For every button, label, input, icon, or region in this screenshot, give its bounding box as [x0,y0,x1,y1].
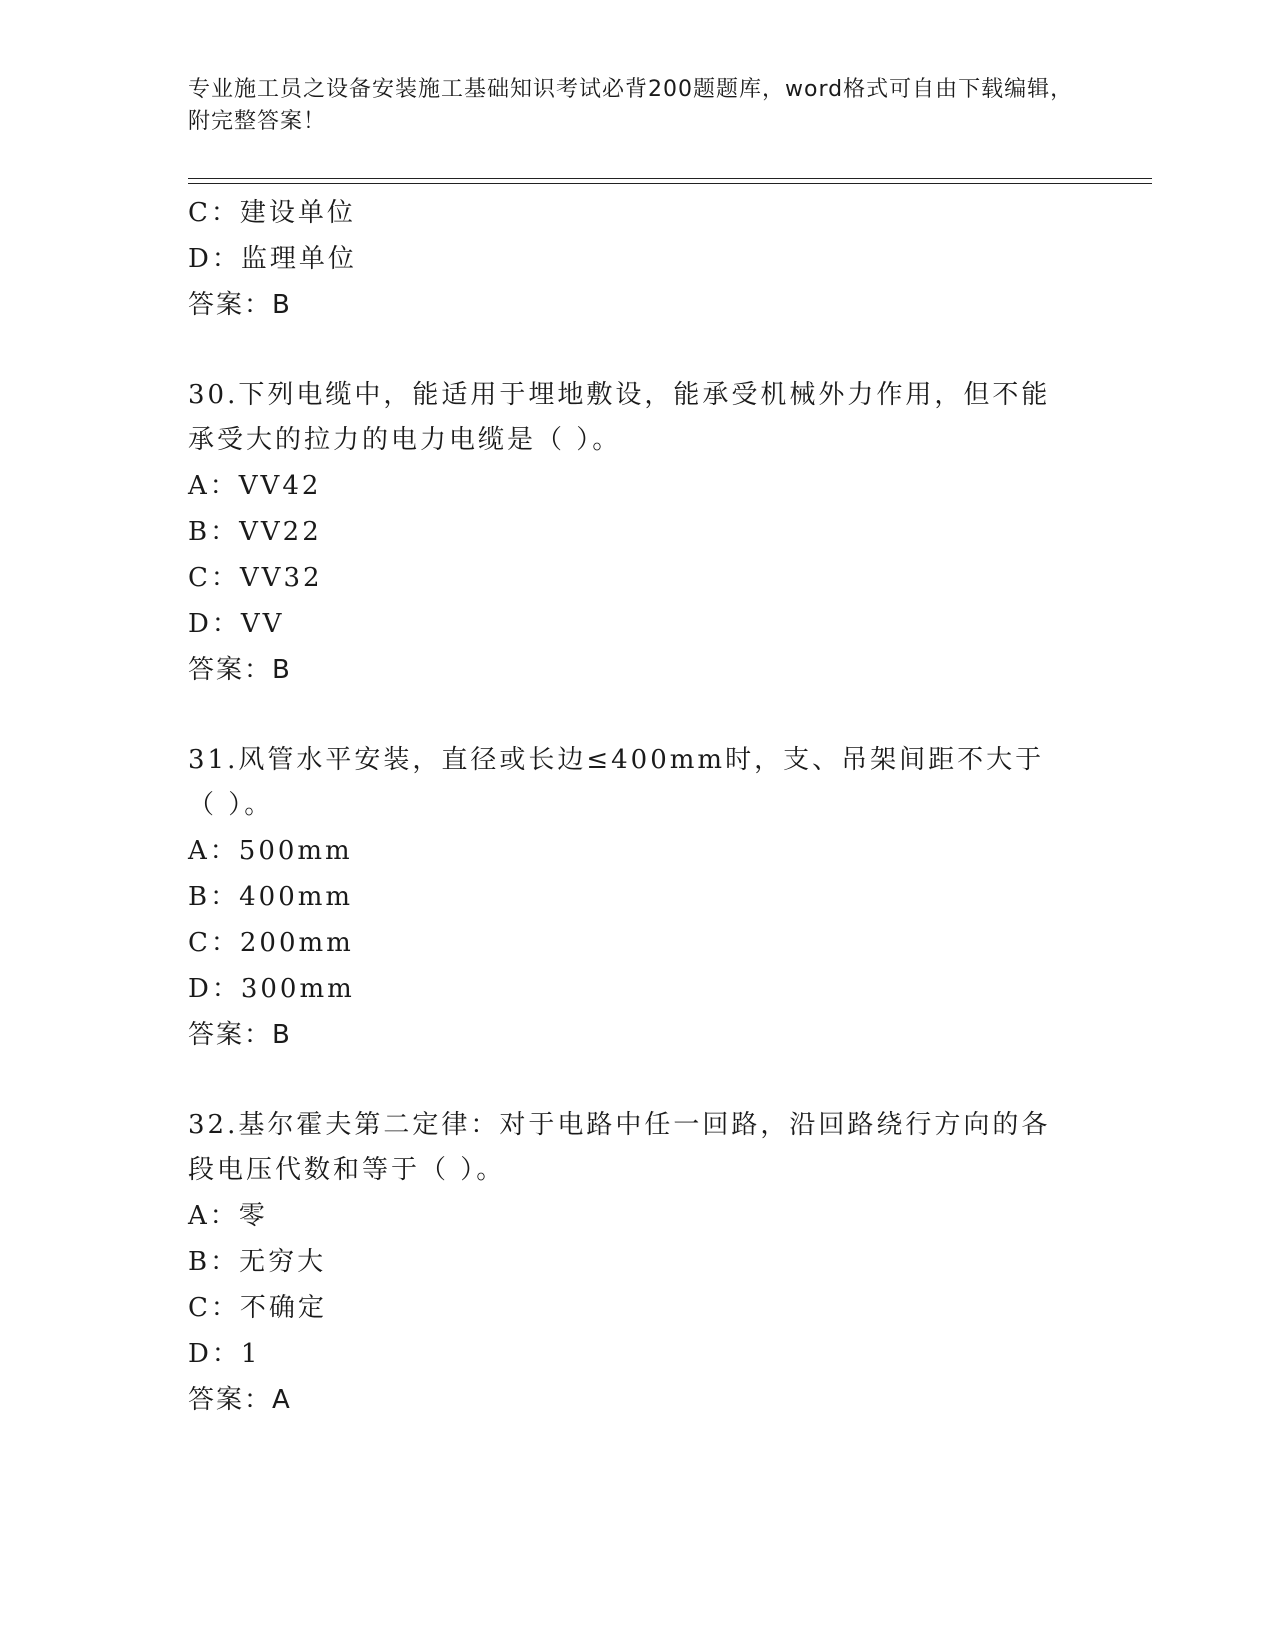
option-b: B：无穷大 [188,1247,327,1277]
answer-label: 答案：A [188,1385,292,1415]
option-a: A：500mm [188,836,353,866]
question-list [188,190,1088,1423]
header-divider-top [188,178,1152,179]
option-b: B：400mm [188,882,354,912]
answer-label: 答案：B [188,655,292,685]
option-c: C：VV32 [188,563,323,593]
spacer [188,328,1088,373]
header-divider-bottom [188,183,1152,184]
option-c: C：不确定 [188,1293,327,1323]
option-d: D：300mm [188,974,355,1004]
spacer [188,1058,1088,1103]
answer-label: 答案：B [188,290,292,320]
option-d: D：VV [188,609,285,639]
option-c: C：建设单位 [188,198,356,228]
question-31 [188,738,1088,1058]
question-text: 30.下列电缆中，能适用于埋地敷设，能承受机械外力作用，但不能承受大的拉力的电力电缆是（ ）。 [188,380,1051,455]
option-b: B：VV22 [188,517,322,547]
option-c: C：200mm [188,928,354,958]
spacer [188,693,1088,738]
question-30 [188,373,1088,693]
question-32 [188,1103,1088,1423]
answer-label: 答案：B [188,1020,292,1050]
option-d: D：1 [188,1339,261,1369]
document-header-title: 专业施工员之设备安装施工基础知识考试必背200题题库，word格式可自由下载编辑，附完整答案！ [188,77,1074,134]
question-text: 31.风管水平安装，直径或长边≤400mm时，支、吊架间距不大于（ ）。 [188,745,1045,820]
question-29-tail [188,190,1088,328]
question-text: 32.基尔霍夫第二定律：对于电路中任一回路，沿回路绕行方向的各段电压代数和等于（ ）。 [188,1110,1051,1185]
option-a: A：零 [188,1201,268,1231]
option-d: D：监理单位 [188,244,357,274]
option-a: A：VV42 [188,471,322,501]
